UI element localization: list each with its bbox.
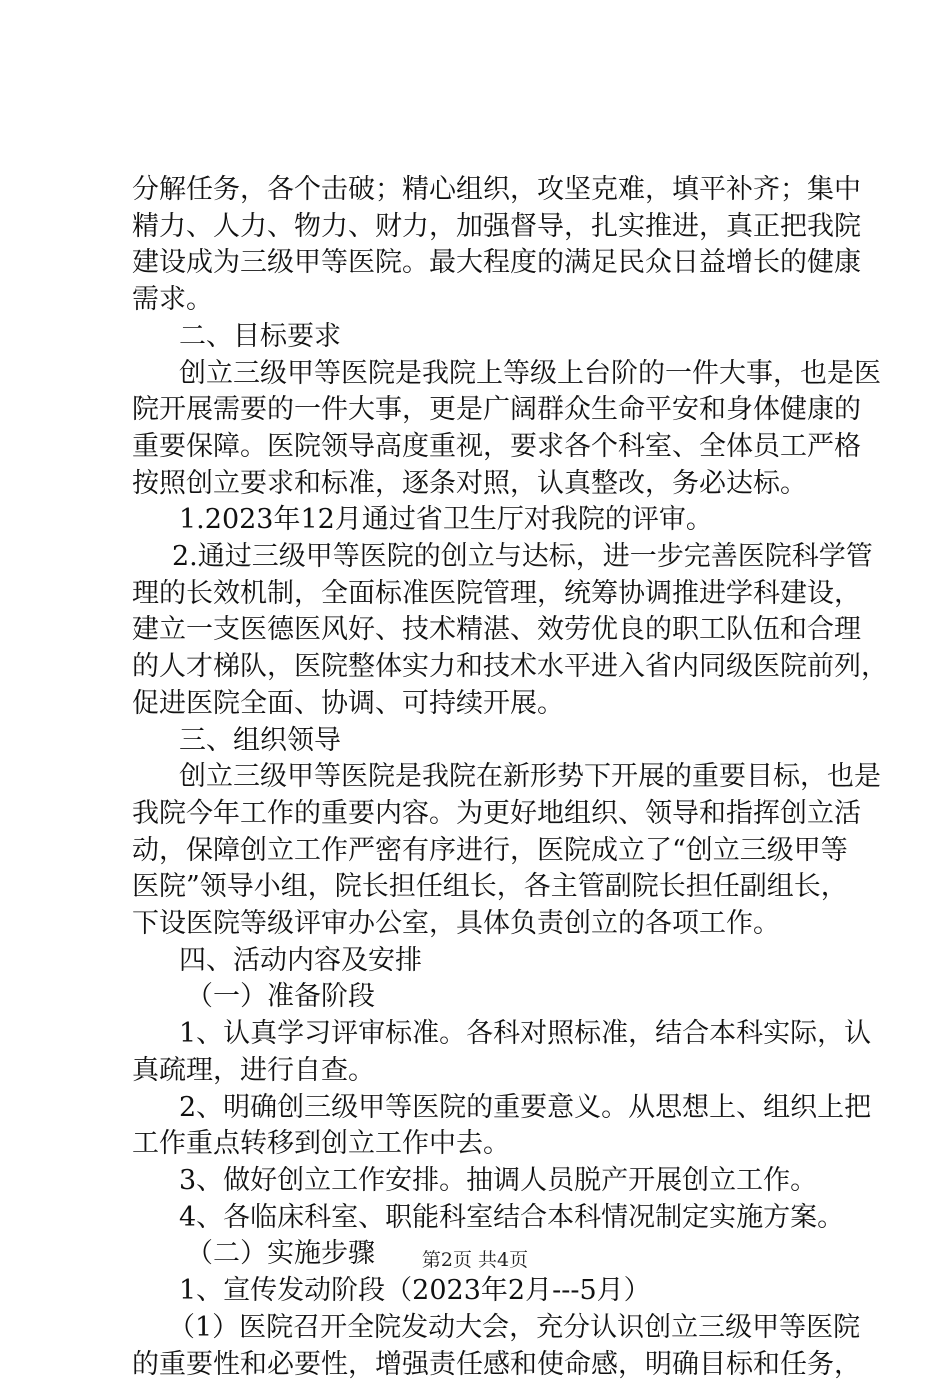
text-line: 创立三级甲等医院是我院上等级上台阶的一件大事，也是医 [132, 356, 832, 393]
list-item-prep-1 [132, 1016, 832, 1089]
list-item-stage-1 [132, 1273, 832, 1310]
text-line: 工作重点转移到创立工作中去。 [132, 1126, 832, 1163]
heading-text: 二、目标要求 [132, 319, 832, 356]
section-heading-organization [132, 723, 832, 760]
text-line: 2、明确创三级甲等医院的重要意义。从思想上、组织上把 [132, 1090, 832, 1127]
text-line: 理的长效机制，全面标准医院管理，统筹协调推进学科建设， [132, 576, 832, 613]
text-line: 的重要性和必要性，增强责任感和使命感，明确目标和任务， [132, 1347, 832, 1383]
paragraph-intro [132, 172, 832, 319]
text-line: 院开展需要的一件大事，更是广阔群众生命平安和身体健康的 [132, 392, 832, 429]
text-line: 建设成为三级甲等医院。最大程度的满足民众日益增长的健康 [132, 245, 832, 282]
text-line: 需求。 [132, 282, 832, 319]
list-item-stage-1-sub-1 [132, 1310, 832, 1383]
text-line: 创立三级甲等医院是我院在新形势下开展的重要目标，也是 [132, 759, 832, 796]
text-line: 4、各临床科室、职能科室结合本科情况制定实施方案。 [132, 1200, 832, 1237]
text-line: 1.2023年12月通过省卫生厅对我院的评审。 [132, 502, 832, 539]
text-line: 下设医院等级评审办公室，具体负责创立的各项工作。 [132, 906, 832, 943]
text-line: 1、认真学习评审标准。各科对照标准，结合本科实际，认 [132, 1016, 832, 1053]
text-line: 按照创立要求和标准，逐条对照，认真整改，务必达标。 [132, 466, 832, 503]
text-line: 的人才梯队，医院整体实力和技术水平进入省内同级医院前列， [132, 649, 832, 686]
text-line: 3、做好创立工作安排。抽调人员脱产开展创立工作。 [132, 1163, 832, 1200]
text-line: 精力、人力、物力、财力，加强督导，扎实推进，真正把我院 [132, 209, 832, 246]
text-line: （1）医院召开全院发动大会，充分认识创立三级甲等医院 [132, 1310, 832, 1347]
text-line: 建立一支医德医风好、技术精湛、效劳优良的职工队伍和合理 [132, 612, 832, 649]
heading-text: 四、活动内容及安排 [132, 943, 832, 980]
text-line: 分解任务，各个击破；精心组织，攻坚克难，填平补齐；集中 [132, 172, 832, 209]
heading-text: 三、组织领导 [132, 723, 832, 760]
section-heading-activities [132, 943, 832, 980]
list-item-goal-1 [132, 502, 832, 539]
text-line: 动，保障创立工作严密有序进行，医院成立了“创立三级甲等 [132, 833, 832, 870]
list-item-prep-2 [132, 1090, 832, 1163]
text-line: 1、宣传发动阶段（2023年2月---5月） [132, 1273, 832, 1310]
text-line: 2.通过三级甲等医院的创立与达标，进一步完善医院科学管 [132, 539, 832, 576]
paragraph-organization [132, 759, 832, 943]
text-line: 医院”领导小组，院长担任组长，各主管副院长担任副组长， [132, 869, 832, 906]
heading-text: （二）实施步骤 [132, 1236, 832, 1273]
list-item-goal-2 [132, 539, 832, 723]
text-line: 我院今年工作的重要内容。为更好地组织、领导和指挥创立活 [132, 796, 832, 833]
text-line: 重要保障。医院领导高度重视，要求各个科室、全体员工严格 [132, 429, 832, 466]
list-item-prep-4 [132, 1200, 832, 1237]
document-body [132, 172, 832, 1383]
text-line: 促进医院全面、协调、可持续开展。 [132, 686, 832, 723]
subsection-heading-preparation [132, 979, 832, 1016]
heading-text: （一）准备阶段 [132, 979, 832, 1016]
page-number: 第2页 共4页 [422, 1249, 528, 1271]
page-footer [0, 1245, 950, 1272]
list-item-prep-3 [132, 1163, 832, 1200]
text-line: 真疏理，进行自查。 [132, 1053, 832, 1090]
paragraph-goals [132, 356, 832, 503]
section-heading-goals [132, 319, 832, 356]
